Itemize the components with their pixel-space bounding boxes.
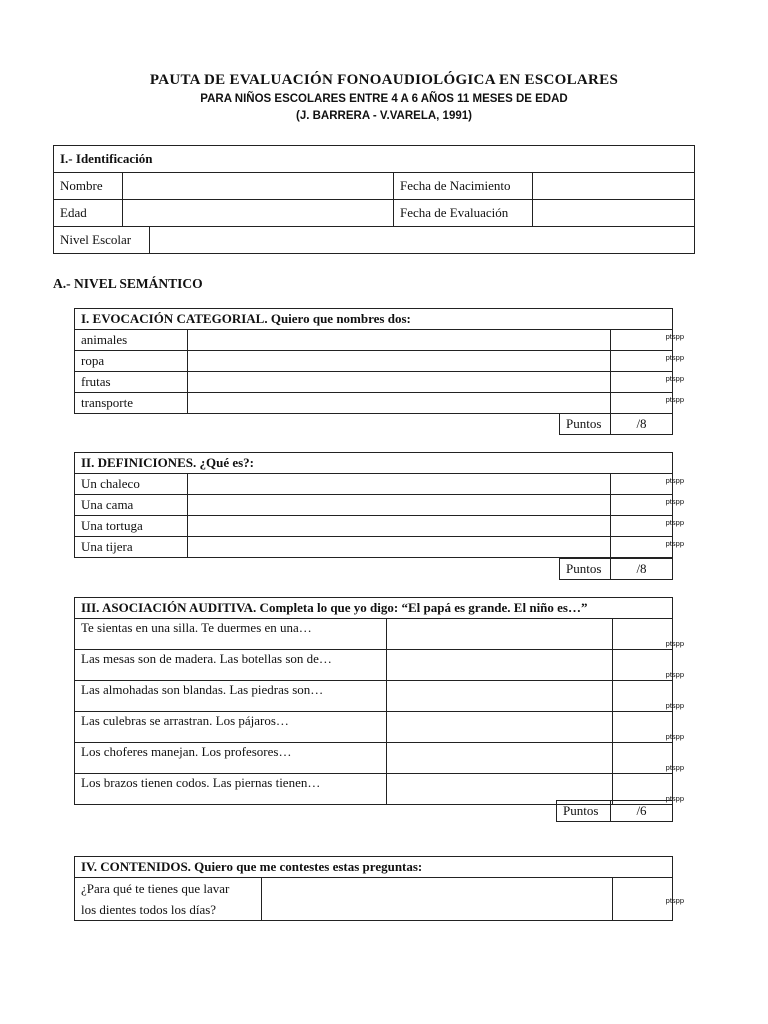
answer-field[interactable] xyxy=(188,330,611,351)
item-label: Una tortuga xyxy=(75,516,188,537)
pts-label: ptspp xyxy=(665,518,684,527)
answer-field[interactable] xyxy=(188,393,611,414)
identification-table xyxy=(53,145,695,254)
section-heading: A.- NIVEL SEMÁNTICO xyxy=(53,276,203,291)
points-label: Puntos xyxy=(560,414,611,435)
pts-label: ptspp xyxy=(665,497,684,506)
table-row xyxy=(75,878,673,921)
definiciones-heading: II. DEFINICIONES. ¿Qué es?: xyxy=(75,453,673,474)
answer-field[interactable] xyxy=(387,743,613,774)
answer-field[interactable] xyxy=(188,474,611,495)
score-field[interactable] xyxy=(613,878,685,921)
nivel-escolar-field[interactable] xyxy=(150,227,695,254)
pts-label: ptspp xyxy=(665,670,685,679)
answer-field[interactable] xyxy=(387,650,613,681)
pts-label: ptspp xyxy=(665,353,684,362)
definiciones-table xyxy=(74,452,684,558)
pts-label: ptspp xyxy=(665,701,685,710)
table-row xyxy=(75,619,673,650)
table-row xyxy=(75,495,673,516)
evocacion-total xyxy=(559,413,673,435)
pts-label: ptspp xyxy=(665,763,685,772)
points-total: /8 xyxy=(611,559,673,580)
points-label: Puntos xyxy=(560,559,611,580)
score-field[interactable] xyxy=(611,474,684,495)
table-row xyxy=(75,516,673,537)
pts-label: ptspp xyxy=(665,476,684,485)
page-subtitle: PARA NIÑOS ESCOLARES ENTRE 4 A 6 AÑOS 11 MESES DE EDAD xyxy=(200,93,568,105)
edad-field[interactable] xyxy=(123,200,394,227)
table-row xyxy=(75,650,673,681)
contenidos-heading: IV. CONTENIDOS. Quiero que me contestes estas preguntas: xyxy=(75,857,673,878)
asociacion-total xyxy=(556,800,673,822)
answer-field[interactable] xyxy=(387,681,613,712)
pts-label: ptspp xyxy=(665,639,685,648)
identification-heading: I.- Identificación xyxy=(54,146,695,173)
score-field[interactable] xyxy=(611,495,684,516)
answer-field[interactable] xyxy=(188,372,611,393)
item-label: ropa xyxy=(75,351,188,372)
nivel-escolar-label: Nivel Escolar xyxy=(54,227,150,254)
definiciones-total xyxy=(559,558,673,580)
fecha-nacimiento-field[interactable] xyxy=(533,173,695,200)
answer-field[interactable] xyxy=(188,516,611,537)
contenidos-table xyxy=(74,856,685,921)
answer-field[interactable] xyxy=(188,351,611,372)
item-label: Los brazos tienen codos. Las piernas tienen… xyxy=(75,774,387,805)
score-field[interactable] xyxy=(613,743,685,774)
score-field[interactable] xyxy=(611,537,684,558)
points-total: /8 xyxy=(611,414,673,435)
nombre-label: Nombre xyxy=(54,173,123,200)
table-row xyxy=(75,712,673,743)
pts-label: ptspp xyxy=(665,896,685,905)
table-row xyxy=(75,743,673,774)
pts-label: ptspp xyxy=(665,539,684,548)
answer-field[interactable] xyxy=(188,495,611,516)
nombre-field[interactable] xyxy=(123,173,394,200)
answer-field[interactable] xyxy=(188,537,611,558)
item-label: Las culebras se arrastran. Los pájaros… xyxy=(75,712,387,743)
score-field[interactable] xyxy=(611,351,684,372)
table-row xyxy=(75,681,673,712)
table-row xyxy=(75,351,673,372)
item-label: Un chaleco xyxy=(75,474,188,495)
score-field[interactable] xyxy=(611,393,684,414)
pts-label: ptspp xyxy=(665,732,685,741)
edad-label: Edad xyxy=(54,200,123,227)
page-title: PAUTA DE EVALUACIÓN FONOAUDIOLÓGICA EN ESCOLARES xyxy=(149,72,619,88)
evocacion-table xyxy=(74,308,684,414)
answer-field[interactable] xyxy=(262,878,613,921)
score-field[interactable] xyxy=(611,330,684,351)
page-author: (J. BARRERA - V.VARELA, 1991) xyxy=(296,110,472,122)
question-line: ¿Para qué te tienes que lavar xyxy=(81,881,230,896)
score-field[interactable] xyxy=(613,712,685,743)
item-label: animales xyxy=(75,330,188,351)
points-total: /6 xyxy=(611,801,673,822)
score-field[interactable] xyxy=(613,619,685,650)
evocacion-heading: I. EVOCACIÓN CATEGORIAL. Quiero que nombres dos: xyxy=(75,309,673,330)
item-label: Las mesas son de madera. Las botellas son de… xyxy=(75,650,387,681)
score-field[interactable] xyxy=(613,681,685,712)
table-row xyxy=(75,393,673,414)
pts-label: ptspp xyxy=(665,332,684,341)
pts-label: ptspp xyxy=(665,794,685,803)
fecha-evaluacion-label: Fecha de Evaluación xyxy=(394,200,533,227)
table-row xyxy=(75,537,673,558)
table-row xyxy=(75,474,673,495)
item-label: Una tijera xyxy=(75,537,188,558)
asociacion-table xyxy=(74,597,685,805)
item-label: frutas xyxy=(75,372,188,393)
score-field[interactable] xyxy=(611,516,684,537)
item-label: Una cama xyxy=(75,495,188,516)
fecha-evaluacion-field[interactable] xyxy=(533,200,695,227)
points-label: Puntos xyxy=(557,801,611,822)
question-line: los dientes todos los días? xyxy=(81,902,217,917)
pts-label: ptspp xyxy=(665,395,684,404)
item-label: Las almohadas son blandas. Las piedras son… xyxy=(75,681,387,712)
table-row xyxy=(75,372,673,393)
pts-label: ptspp xyxy=(665,374,684,383)
answer-field[interactable] xyxy=(387,619,613,650)
score-field[interactable] xyxy=(611,372,684,393)
table-row xyxy=(75,330,673,351)
item-label: Los choferes manejan. Los profesores… xyxy=(75,743,387,774)
score-field[interactable] xyxy=(613,650,685,681)
item-label: Te sientas en una silla. Te duermes en una… xyxy=(75,619,387,650)
item-label xyxy=(75,878,262,921)
answer-field[interactable] xyxy=(387,712,613,743)
item-label: transporte xyxy=(75,393,188,414)
asociacion-heading: III. ASOCIACIÓN AUDITIVA. Completa lo que yo digo: “El papá es grande. El niño es…” xyxy=(75,598,673,619)
fecha-nacimiento-label: Fecha de Nacimiento xyxy=(394,173,533,200)
